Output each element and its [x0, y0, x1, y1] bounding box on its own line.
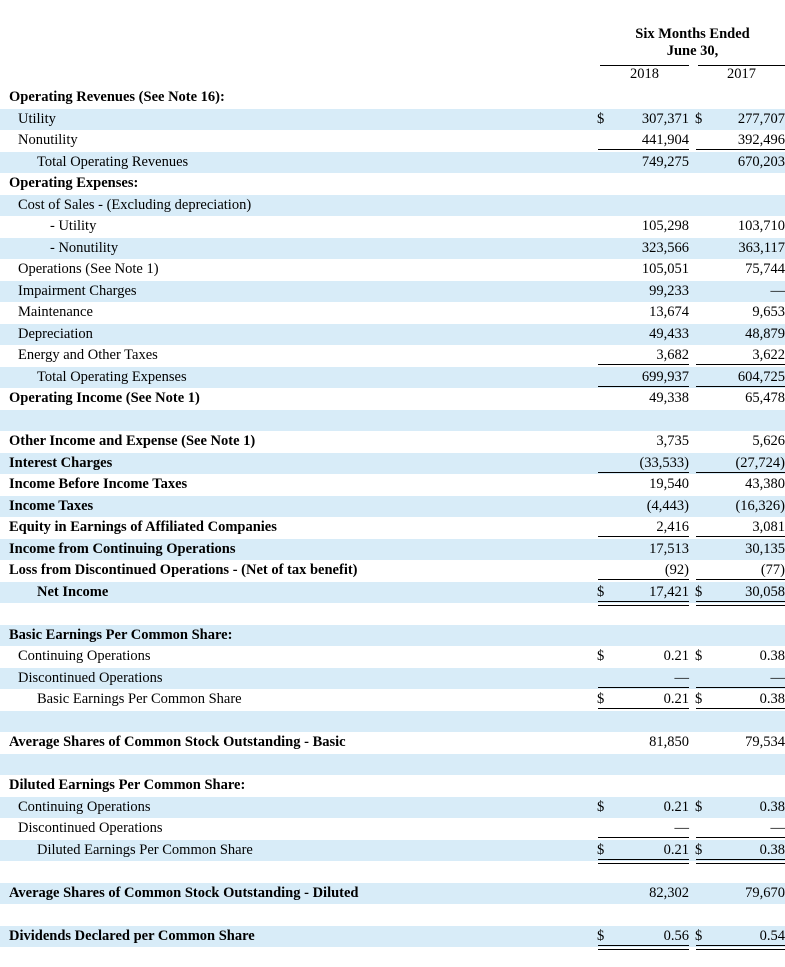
value-2018: 0.21 [663, 648, 689, 664]
year-2017-header: 2017 [698, 65, 785, 83]
table-row [0, 238, 785, 260]
table-row [0, 818, 785, 840]
table-row [0, 625, 785, 647]
table-row [0, 367, 785, 389]
value-2018: 17,421 [649, 583, 689, 600]
value-2017: 0.54 [759, 927, 785, 944]
value-2018: (4,443) [646, 497, 689, 514]
value-2018: 3,682 [656, 347, 689, 363]
row-label: Average Shares of Common Stock Outstanding - Basic [9, 734, 346, 750]
currency-2018: $ [597, 583, 605, 600]
value-2018: — [674, 820, 689, 836]
table-row [0, 216, 785, 238]
value-2017: — [770, 282, 785, 299]
currency-2017: $ [695, 691, 703, 707]
row-label: Energy and Other Taxes [18, 347, 158, 363]
row-label: Depreciation [18, 325, 93, 342]
table-row [0, 410, 785, 432]
value-2018: 3,735 [656, 433, 689, 449]
value-2018: 0.21 [663, 691, 689, 707]
table-row [0, 539, 785, 561]
value-2017: 75,744 [745, 261, 785, 277]
row-label: Total Operating Revenues [37, 153, 189, 170]
table-row [0, 582, 785, 604]
value-2018: 0.21 [663, 841, 689, 858]
table-row [0, 388, 785, 410]
currency-2018: $ [597, 691, 605, 707]
value-2018: 2,416 [656, 519, 689, 535]
row-label: Basic Earnings Per Common Share [37, 691, 242, 707]
table-row [0, 324, 785, 346]
table-row [0, 883, 785, 905]
table-header [0, 0, 785, 87]
value-2017: 9,653 [752, 304, 785, 320]
value-2017: 392,496 [737, 132, 785, 148]
year-2018-header: 2018 [600, 65, 689, 83]
row-label: Dividends Declared per Common Share [9, 927, 255, 944]
value-2018: 99,233 [649, 282, 689, 299]
row-label: Loss from Discontinued Operations - (Net of tax benefit) [9, 562, 358, 578]
table-row [0, 152, 785, 174]
row-label: Maintenance [18, 304, 93, 320]
table-row [0, 689, 785, 711]
table-row [0, 474, 785, 496]
table-row [0, 926, 785, 948]
value-2018: 307,371 [641, 110, 689, 127]
value-2018: 105,298 [641, 218, 689, 234]
value-2017: (27,724) [735, 454, 785, 471]
row-label: Income from Continuing Operations [9, 540, 236, 557]
row-label: Diluted Earnings Per Common Share [37, 841, 253, 858]
value-2018: 323,566 [641, 239, 689, 256]
row-label: Continuing Operations [18, 798, 151, 815]
table-row [0, 195, 785, 217]
value-2017: 604,725 [737, 368, 785, 385]
table-row [0, 517, 785, 539]
value-2017: 3,081 [752, 519, 785, 535]
value-2018: 17,513 [649, 540, 689, 557]
value-2017: 3,622 [752, 347, 785, 363]
table-row [0, 754, 785, 776]
row-label: Total Operating Expenses [37, 368, 187, 385]
row-label: Discontinued Operations [18, 820, 163, 836]
table-row [0, 302, 785, 324]
value-2018: 82,302 [649, 884, 689, 901]
value-2018: 105,051 [641, 261, 689, 277]
value-2018: 749,275 [641, 153, 689, 170]
table-row [0, 711, 785, 733]
table-row [0, 87, 785, 109]
value-2017: 0.38 [759, 691, 785, 707]
currency-2018: $ [597, 927, 605, 944]
value-2017: 0.38 [759, 648, 785, 664]
value-2017: 277,707 [737, 110, 785, 127]
table-row [0, 904, 785, 926]
table-row [0, 775, 785, 797]
row-label: Diluted Earnings Per Common Share: [9, 777, 246, 793]
row-label: Operating Expenses: [9, 175, 139, 191]
row-label: Discontinued Operations [18, 669, 163, 686]
value-2017: 79,670 [745, 884, 785, 901]
value-2018: 49,338 [649, 390, 689, 406]
row-label: Nonutility [18, 132, 78, 148]
table-row [0, 603, 785, 625]
row-label: Equity in Earnings of Affiliated Companies [9, 519, 277, 535]
table-row [0, 496, 785, 518]
row-label: Interest Charges [9, 454, 113, 471]
table-row [0, 560, 785, 582]
row-label: - Nonutility [50, 239, 119, 256]
value-2017: — [770, 669, 785, 686]
currency-2017: $ [695, 110, 703, 127]
value-2017: 0.38 [759, 798, 785, 815]
value-2017: 5,626 [752, 433, 785, 449]
value-2018: 699,937 [641, 368, 689, 385]
value-2017: 670,203 [737, 153, 785, 170]
table-row [0, 797, 785, 819]
row-label: Cost of Sales - (Excluding depreciation) [18, 196, 252, 213]
period-heading [600, 26, 785, 60]
row-label: - Utility [50, 218, 97, 234]
table-row [0, 173, 785, 195]
value-2018: 81,850 [649, 734, 689, 750]
currency-2018: $ [597, 798, 605, 815]
row-label: Income Before Income Taxes [9, 476, 188, 492]
value-2018: 49,433 [649, 325, 689, 342]
currency-2017: $ [695, 927, 703, 944]
currency-2018: $ [597, 841, 605, 858]
value-2018: (33,533) [639, 454, 689, 471]
table-row [0, 840, 785, 862]
value-2017: 30,058 [745, 583, 785, 600]
value-2017: 0.38 [759, 841, 785, 858]
value-2017: — [770, 820, 785, 836]
value-2017: 48,879 [745, 325, 785, 342]
table-row [0, 431, 785, 453]
row-label: Impairment Charges [18, 282, 137, 299]
value-2017: 79,534 [745, 734, 785, 750]
row-label: Utility [18, 110, 56, 127]
currency-2018: $ [597, 648, 605, 664]
table-row [0, 259, 785, 281]
value-2018: 0.21 [663, 798, 689, 815]
value-2017: 65,478 [745, 390, 785, 406]
table-row [0, 732, 785, 754]
row-label: Income Taxes [9, 497, 94, 514]
table-row [0, 130, 785, 152]
table-row [0, 345, 785, 367]
row-label: Operating Income (See Note 1) [9, 390, 200, 406]
value-2017: (77) [760, 562, 785, 578]
row-label: Average Shares of Common Stock Outstanding - Diluted [9, 884, 359, 901]
value-2018: 13,674 [649, 304, 689, 320]
period-line-1: Six Months Ended [635, 26, 750, 42]
value-2018: (92) [664, 562, 689, 578]
value-2017: 363,117 [738, 239, 785, 256]
value-2018: 441,904 [641, 132, 689, 148]
table-row [0, 453, 785, 475]
value-2018: — [674, 669, 689, 686]
table-row [0, 668, 785, 690]
row-label: Continuing Operations [18, 648, 151, 664]
table-row [0, 281, 785, 303]
row-label: Operating Revenues (See Note 16): [9, 89, 225, 105]
currency-2018: $ [597, 110, 605, 127]
row-label: Net Income [37, 583, 109, 600]
value-2017: 43,380 [745, 476, 785, 492]
row-label: Operations (See Note 1) [18, 261, 159, 277]
table-row [0, 646, 785, 668]
table-row [0, 109, 785, 131]
currency-2017: $ [695, 583, 703, 600]
currency-2017: $ [695, 798, 703, 815]
currency-2017: $ [695, 648, 703, 664]
row-label: Basic Earnings Per Common Share: [9, 626, 233, 643]
row-label: Other Income and Expense (See Note 1) [9, 433, 256, 449]
currency-2017: $ [695, 841, 703, 858]
table-row [0, 861, 785, 883]
value-2017: 103,710 [737, 218, 785, 234]
value-2017: (16,326) [735, 497, 785, 514]
value-2017: 30,135 [745, 540, 785, 557]
period-line-2: June 30, [666, 43, 719, 59]
value-2018: 19,540 [649, 476, 689, 492]
value-2018: 0.56 [663, 927, 689, 944]
